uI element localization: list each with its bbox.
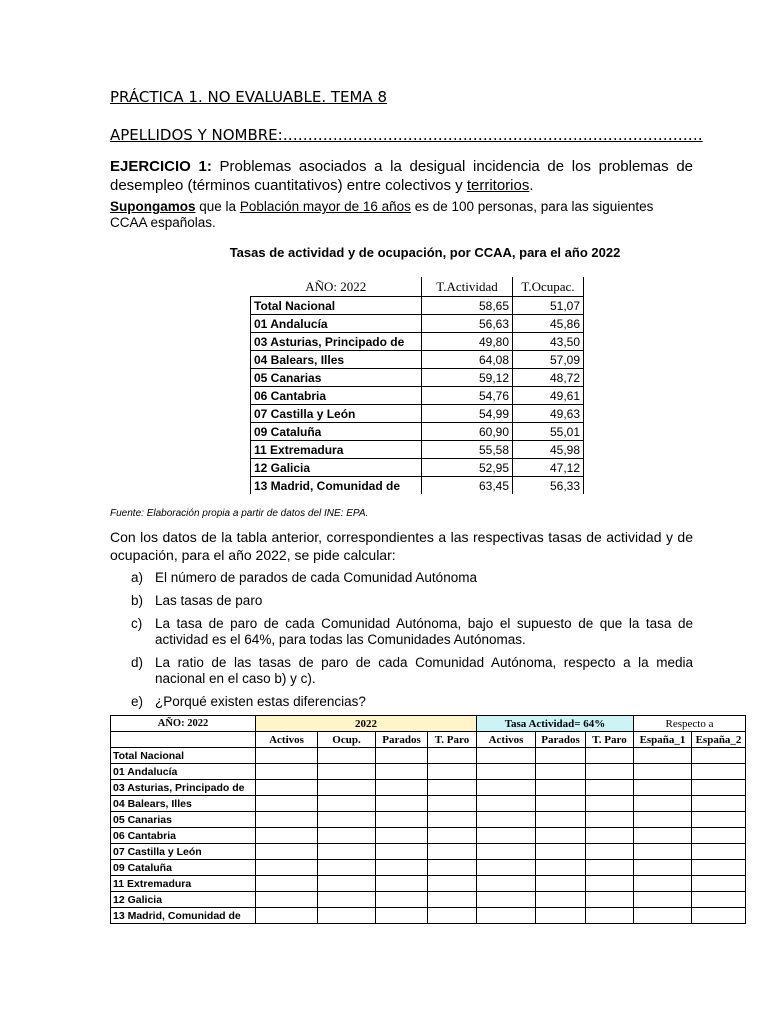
- answer-cell[interactable]: [692, 908, 746, 924]
- table2-region-name: 13 Madrid, Comunidad de: [111, 908, 256, 924]
- answer-cell[interactable]: [256, 860, 318, 876]
- answer-cell[interactable]: [256, 812, 318, 828]
- table2-region-name: 06 Cantabria: [111, 828, 256, 844]
- title-rest: . NO EVALUABLE. TEMA 8: [197, 88, 388, 106]
- table2-corner: AÑO: 2022: [111, 716, 256, 732]
- answer-cell[interactable]: [318, 908, 376, 924]
- supongamos-t1: que la: [195, 199, 240, 214]
- answer-cell[interactable]: [536, 764, 586, 780]
- activity-rate: 59,12: [422, 369, 513, 387]
- table2-region-name: 11 Extremadura: [111, 876, 256, 892]
- table2-region-name: 12 Galicia: [111, 892, 256, 908]
- answer-cell[interactable]: [634, 812, 692, 828]
- answer-cell[interactable]: [318, 764, 376, 780]
- answer-cell[interactable]: [428, 876, 477, 892]
- region-name: 11 Extremadura: [251, 441, 422, 459]
- exercise-text: Problemas asociados a la desigual incidencia de los problemas de desempleo (términos cuantitativos) entre colectivos y: [110, 158, 693, 194]
- activity-rate: 54,76: [422, 387, 513, 405]
- question-label: c): [131, 616, 143, 631]
- table2-region-name: 07 Castilla y León: [111, 844, 256, 860]
- answer-cell[interactable]: [318, 844, 376, 860]
- table2-row: [111, 828, 746, 844]
- answer-cell[interactable]: [477, 780, 536, 796]
- table2-subheader: T. Paro: [428, 732, 477, 748]
- answer-cell[interactable]: [692, 748, 746, 764]
- answer-cell[interactable]: [634, 780, 692, 796]
- activity-rate: 64,08: [422, 351, 513, 369]
- answer-cell[interactable]: [256, 892, 318, 908]
- region-name: 07 Castilla y León: [251, 405, 422, 423]
- answer-cell[interactable]: [634, 748, 692, 764]
- answer-cell[interactable]: [634, 828, 692, 844]
- answer-cell[interactable]: [586, 812, 634, 828]
- answer-cell[interactable]: [586, 860, 634, 876]
- table1-header: T.Actividad: [422, 277, 513, 297]
- exercise-label: EJERCICIO 1:: [110, 158, 212, 175]
- question-label: d): [131, 655, 144, 670]
- answer-cell[interactable]: [536, 780, 586, 796]
- answer-cell[interactable]: [318, 828, 376, 844]
- answer-cell[interactable]: [634, 844, 692, 860]
- table1-header-row: [251, 277, 584, 297]
- activity-rate: 55,58: [422, 441, 513, 459]
- table2-region-name: 01 Andalucía: [111, 764, 256, 780]
- answer-cell[interactable]: [428, 780, 477, 796]
- group-2022: 2022: [256, 716, 477, 732]
- table2-subheader: Parados: [536, 732, 586, 748]
- answer-cell[interactable]: [318, 892, 376, 908]
- question-label: b): [131, 593, 144, 608]
- answer-cell[interactable]: [256, 764, 318, 780]
- answer-table: [110, 715, 746, 924]
- answer-cell[interactable]: [318, 748, 376, 764]
- region-name: 09 Cataluña: [251, 423, 422, 441]
- answer-cell[interactable]: [428, 764, 477, 780]
- table2-subheader-row: [111, 732, 746, 748]
- answer-cell[interactable]: [536, 748, 586, 764]
- answer-cell[interactable]: [256, 844, 318, 860]
- answer-cell[interactable]: [376, 796, 428, 812]
- table1-row: [251, 405, 584, 423]
- occupation-rate: 45,98: [513, 441, 584, 459]
- table1-row: [251, 423, 584, 441]
- table1-row: [251, 477, 584, 495]
- table2-region-name: 09 Cataluña: [111, 860, 256, 876]
- table1-row: [251, 315, 584, 333]
- answer-cell[interactable]: [428, 892, 477, 908]
- table2-region-name: Total Nacional: [111, 748, 256, 764]
- answer-cell[interactable]: [256, 876, 318, 892]
- answer-cell[interactable]: [692, 860, 746, 876]
- answer-cell[interactable]: [477, 892, 536, 908]
- answer-cell[interactable]: [536, 812, 586, 828]
- supongamos-bold: Supongamos: [110, 199, 196, 214]
- answer-cell[interactable]: [586, 764, 634, 780]
- page-title: [110, 88, 387, 106]
- answer-cell[interactable]: [634, 892, 692, 908]
- table2-row: [111, 892, 746, 908]
- region-name: 01 Andalucía: [251, 315, 422, 333]
- answer-cell[interactable]: [318, 876, 376, 892]
- answer-cell[interactable]: [634, 796, 692, 812]
- table2-empty-cell: [111, 732, 256, 748]
- question-text: La tasa de paro de cada Comunidad Autónoma, bajo el supuesto de que la tasa de actividad es el 64%, para todas las Comunidades Autónomas.: [155, 616, 693, 647]
- table1-row: [251, 297, 584, 315]
- answer-cell[interactable]: [318, 860, 376, 876]
- answer-cell[interactable]: [586, 844, 634, 860]
- table2-row: [111, 876, 746, 892]
- occupation-rate: 47,12: [513, 459, 584, 477]
- table2-subheader: Ocup.: [318, 732, 376, 748]
- answer-cell[interactable]: [586, 876, 634, 892]
- table2-row: [111, 908, 746, 924]
- table1-row: [251, 333, 584, 351]
- activity-rate: 52,95: [422, 459, 513, 477]
- region-name: 12 Galicia: [251, 459, 422, 477]
- answer-cell[interactable]: [376, 764, 428, 780]
- table2-subheader: T. Paro: [586, 732, 634, 748]
- answer-cell[interactable]: [256, 908, 318, 924]
- region-name: 13 Madrid, Comunidad de: [251, 477, 422, 495]
- answer-cell[interactable]: [318, 780, 376, 796]
- supongamos-underlined: Población mayor de 16 años: [239, 199, 411, 214]
- region-name: Total Nacional: [251, 297, 422, 315]
- table2-row: [111, 748, 746, 764]
- answer-cell[interactable]: [376, 892, 428, 908]
- answer-cell[interactable]: [692, 812, 746, 828]
- answer-cell[interactable]: [692, 892, 746, 908]
- table2-row: [111, 844, 746, 860]
- table1-header: T.Ocupac.: [513, 277, 584, 297]
- activity-rate: 58,65: [422, 297, 513, 315]
- answer-cell[interactable]: [634, 908, 692, 924]
- answer-cell[interactable]: [376, 876, 428, 892]
- answer-cell[interactable]: [477, 748, 536, 764]
- answer-cell[interactable]: [477, 908, 536, 924]
- table2-row: [111, 780, 746, 796]
- table2-group-row: [111, 716, 746, 732]
- activity-rate: 60,90: [422, 423, 513, 441]
- answer-cell[interactable]: [586, 892, 634, 908]
- answer-cell[interactable]: [376, 812, 428, 828]
- answer-cell[interactable]: [586, 908, 634, 924]
- name-line: APELLIDOS Y NOMBRE:…………………………………………………………………………: [110, 126, 703, 144]
- answer-cell[interactable]: [376, 860, 428, 876]
- answer-cell[interactable]: [376, 828, 428, 844]
- answer-cell[interactable]: [586, 796, 634, 812]
- title-prefix: PRÁCTICA 1: [110, 88, 198, 106]
- answer-cell[interactable]: [428, 860, 477, 876]
- table1-row: [251, 369, 584, 387]
- table1-header: AÑO: 2022: [251, 277, 422, 297]
- answer-cell[interactable]: [477, 828, 536, 844]
- answer-cell[interactable]: [376, 780, 428, 796]
- occupation-rate: 48,72: [513, 369, 584, 387]
- answer-cell[interactable]: [428, 908, 477, 924]
- group-respecto: Respecto a: [634, 716, 746, 732]
- table1-row: [251, 459, 584, 477]
- question-item: [110, 570, 693, 586]
- occupation-rate: 57,09: [513, 351, 584, 369]
- table1-caption: Tasas de actividad y de ocupación, por CCAA, para el año 2022: [229, 245, 621, 260]
- answer-cell[interactable]: [536, 892, 586, 908]
- answer-cell[interactable]: [428, 844, 477, 860]
- answer-cell[interactable]: [536, 860, 586, 876]
- table2-region-name: 05 Canarias: [111, 812, 256, 828]
- table2-region-name: 04 Balears, Illes: [111, 796, 256, 812]
- answer-cell[interactable]: [536, 828, 586, 844]
- question-item: [110, 655, 693, 687]
- table2-row: [111, 860, 746, 876]
- question-text: El número de parados de cada Comunidad Autónoma: [155, 570, 477, 585]
- source-note: Fuente: Elaboración propia a partir de datos del INE: EPA.: [110, 508, 369, 519]
- question-item: [110, 616, 693, 648]
- supongamos-t2: es de 100 personas, para las siguientes CCAA españolas.: [110, 199, 654, 230]
- answer-cell[interactable]: [692, 780, 746, 796]
- activity-rate: 54,99: [422, 405, 513, 423]
- region-name: 05 Canarias: [251, 369, 422, 387]
- exercise-end: .: [529, 177, 534, 194]
- answer-cell[interactable]: [634, 764, 692, 780]
- answer-cell[interactable]: [376, 908, 428, 924]
- answer-cell[interactable]: [536, 796, 586, 812]
- table2-row: [111, 796, 746, 812]
- region-name: 06 Cantabria: [251, 387, 422, 405]
- region-name: 03 Asturias, Principado de: [251, 333, 422, 351]
- answer-cell[interactable]: [692, 764, 746, 780]
- activity-rates-table: [250, 277, 584, 494]
- question-text: ¿Porqué existen estas diferencias?: [155, 694, 366, 709]
- answer-cell[interactable]: [428, 828, 477, 844]
- occupation-rate: 49,63: [513, 405, 584, 423]
- table2-subheader: Parados: [376, 732, 428, 748]
- answer-cell[interactable]: [692, 796, 746, 812]
- occupation-rate: 55,01: [513, 423, 584, 441]
- table1-row: [251, 387, 584, 405]
- table2-subheader: España_1: [634, 732, 692, 748]
- table2-row: [111, 812, 746, 828]
- answer-cell[interactable]: [586, 828, 634, 844]
- answer-cell[interactable]: [692, 828, 746, 844]
- table2-row: [111, 764, 746, 780]
- answer-cell[interactable]: [256, 828, 318, 844]
- question-text: Las tasas de paro: [155, 593, 263, 608]
- table2-subheader: Activos: [477, 732, 536, 748]
- occupation-rate: 43,50: [513, 333, 584, 351]
- answer-cell[interactable]: [634, 876, 692, 892]
- answer-cell[interactable]: [692, 844, 746, 860]
- exercise-territorios: territorios: [466, 177, 530, 194]
- table2-region-name: 03 Asturias, Principado de: [111, 780, 256, 796]
- answer-cell[interactable]: [256, 780, 318, 796]
- answer-cell[interactable]: [477, 844, 536, 860]
- table1-row: [251, 351, 584, 369]
- intro-paragraph: Con los datos de la tabla anterior, correspondientes a las respectivas tasas de actividad y de ocupación, para el año 2022, se pide calcular:: [110, 529, 693, 563]
- questions-list: [110, 570, 693, 717]
- answer-cell[interactable]: [376, 844, 428, 860]
- question-text: La ratio de las tasas de paro de cada Comunidad Autónoma, respecto a la media nacional en el caso b) y c).: [155, 655, 693, 686]
- answer-cell[interactable]: [428, 812, 477, 828]
- occupation-rate: 45,86: [513, 315, 584, 333]
- question-item: [110, 593, 693, 609]
- answer-cell[interactable]: [318, 796, 376, 812]
- answer-cell[interactable]: [376, 748, 428, 764]
- occupation-rate: 49,61: [513, 387, 584, 405]
- answer-cell[interactable]: [256, 796, 318, 812]
- answer-cell[interactable]: [428, 748, 477, 764]
- answer-cell[interactable]: [477, 764, 536, 780]
- answer-cell[interactable]: [536, 844, 586, 860]
- occupation-rate: 51,07: [513, 297, 584, 315]
- answer-cell[interactable]: [586, 748, 634, 764]
- answer-cell[interactable]: [586, 780, 634, 796]
- answer-cell[interactable]: [477, 796, 536, 812]
- answer-cell[interactable]: [318, 812, 376, 828]
- question-label: e): [131, 694, 144, 709]
- answer-cell[interactable]: [692, 876, 746, 892]
- question-label: a): [131, 570, 144, 585]
- answer-cell[interactable]: [477, 876, 536, 892]
- table1-row: [251, 441, 584, 459]
- region-name: 04 Balears, Illes: [251, 351, 422, 369]
- answer-cell[interactable]: [477, 860, 536, 876]
- supongamos-paragraph: [110, 199, 693, 231]
- answer-cell[interactable]: [536, 908, 586, 924]
- answer-cell[interactable]: [536, 876, 586, 892]
- table2-subheader: España_2: [692, 732, 746, 748]
- answer-cell[interactable]: [428, 796, 477, 812]
- answer-cell[interactable]: [634, 860, 692, 876]
- group-tasa-actividad: Tasa Actividad= 64%: [477, 716, 634, 732]
- answer-cell[interactable]: [477, 812, 536, 828]
- question-item: [110, 694, 693, 710]
- activity-rate: 49,80: [422, 333, 513, 351]
- occupation-rate: 56,33: [513, 477, 584, 495]
- answer-cell[interactable]: [256, 748, 318, 764]
- table2-subheader: Activos: [256, 732, 318, 748]
- activity-rate: 56,63: [422, 315, 513, 333]
- activity-rate: 63,45: [422, 477, 513, 495]
- exercise-statement: [110, 157, 693, 195]
